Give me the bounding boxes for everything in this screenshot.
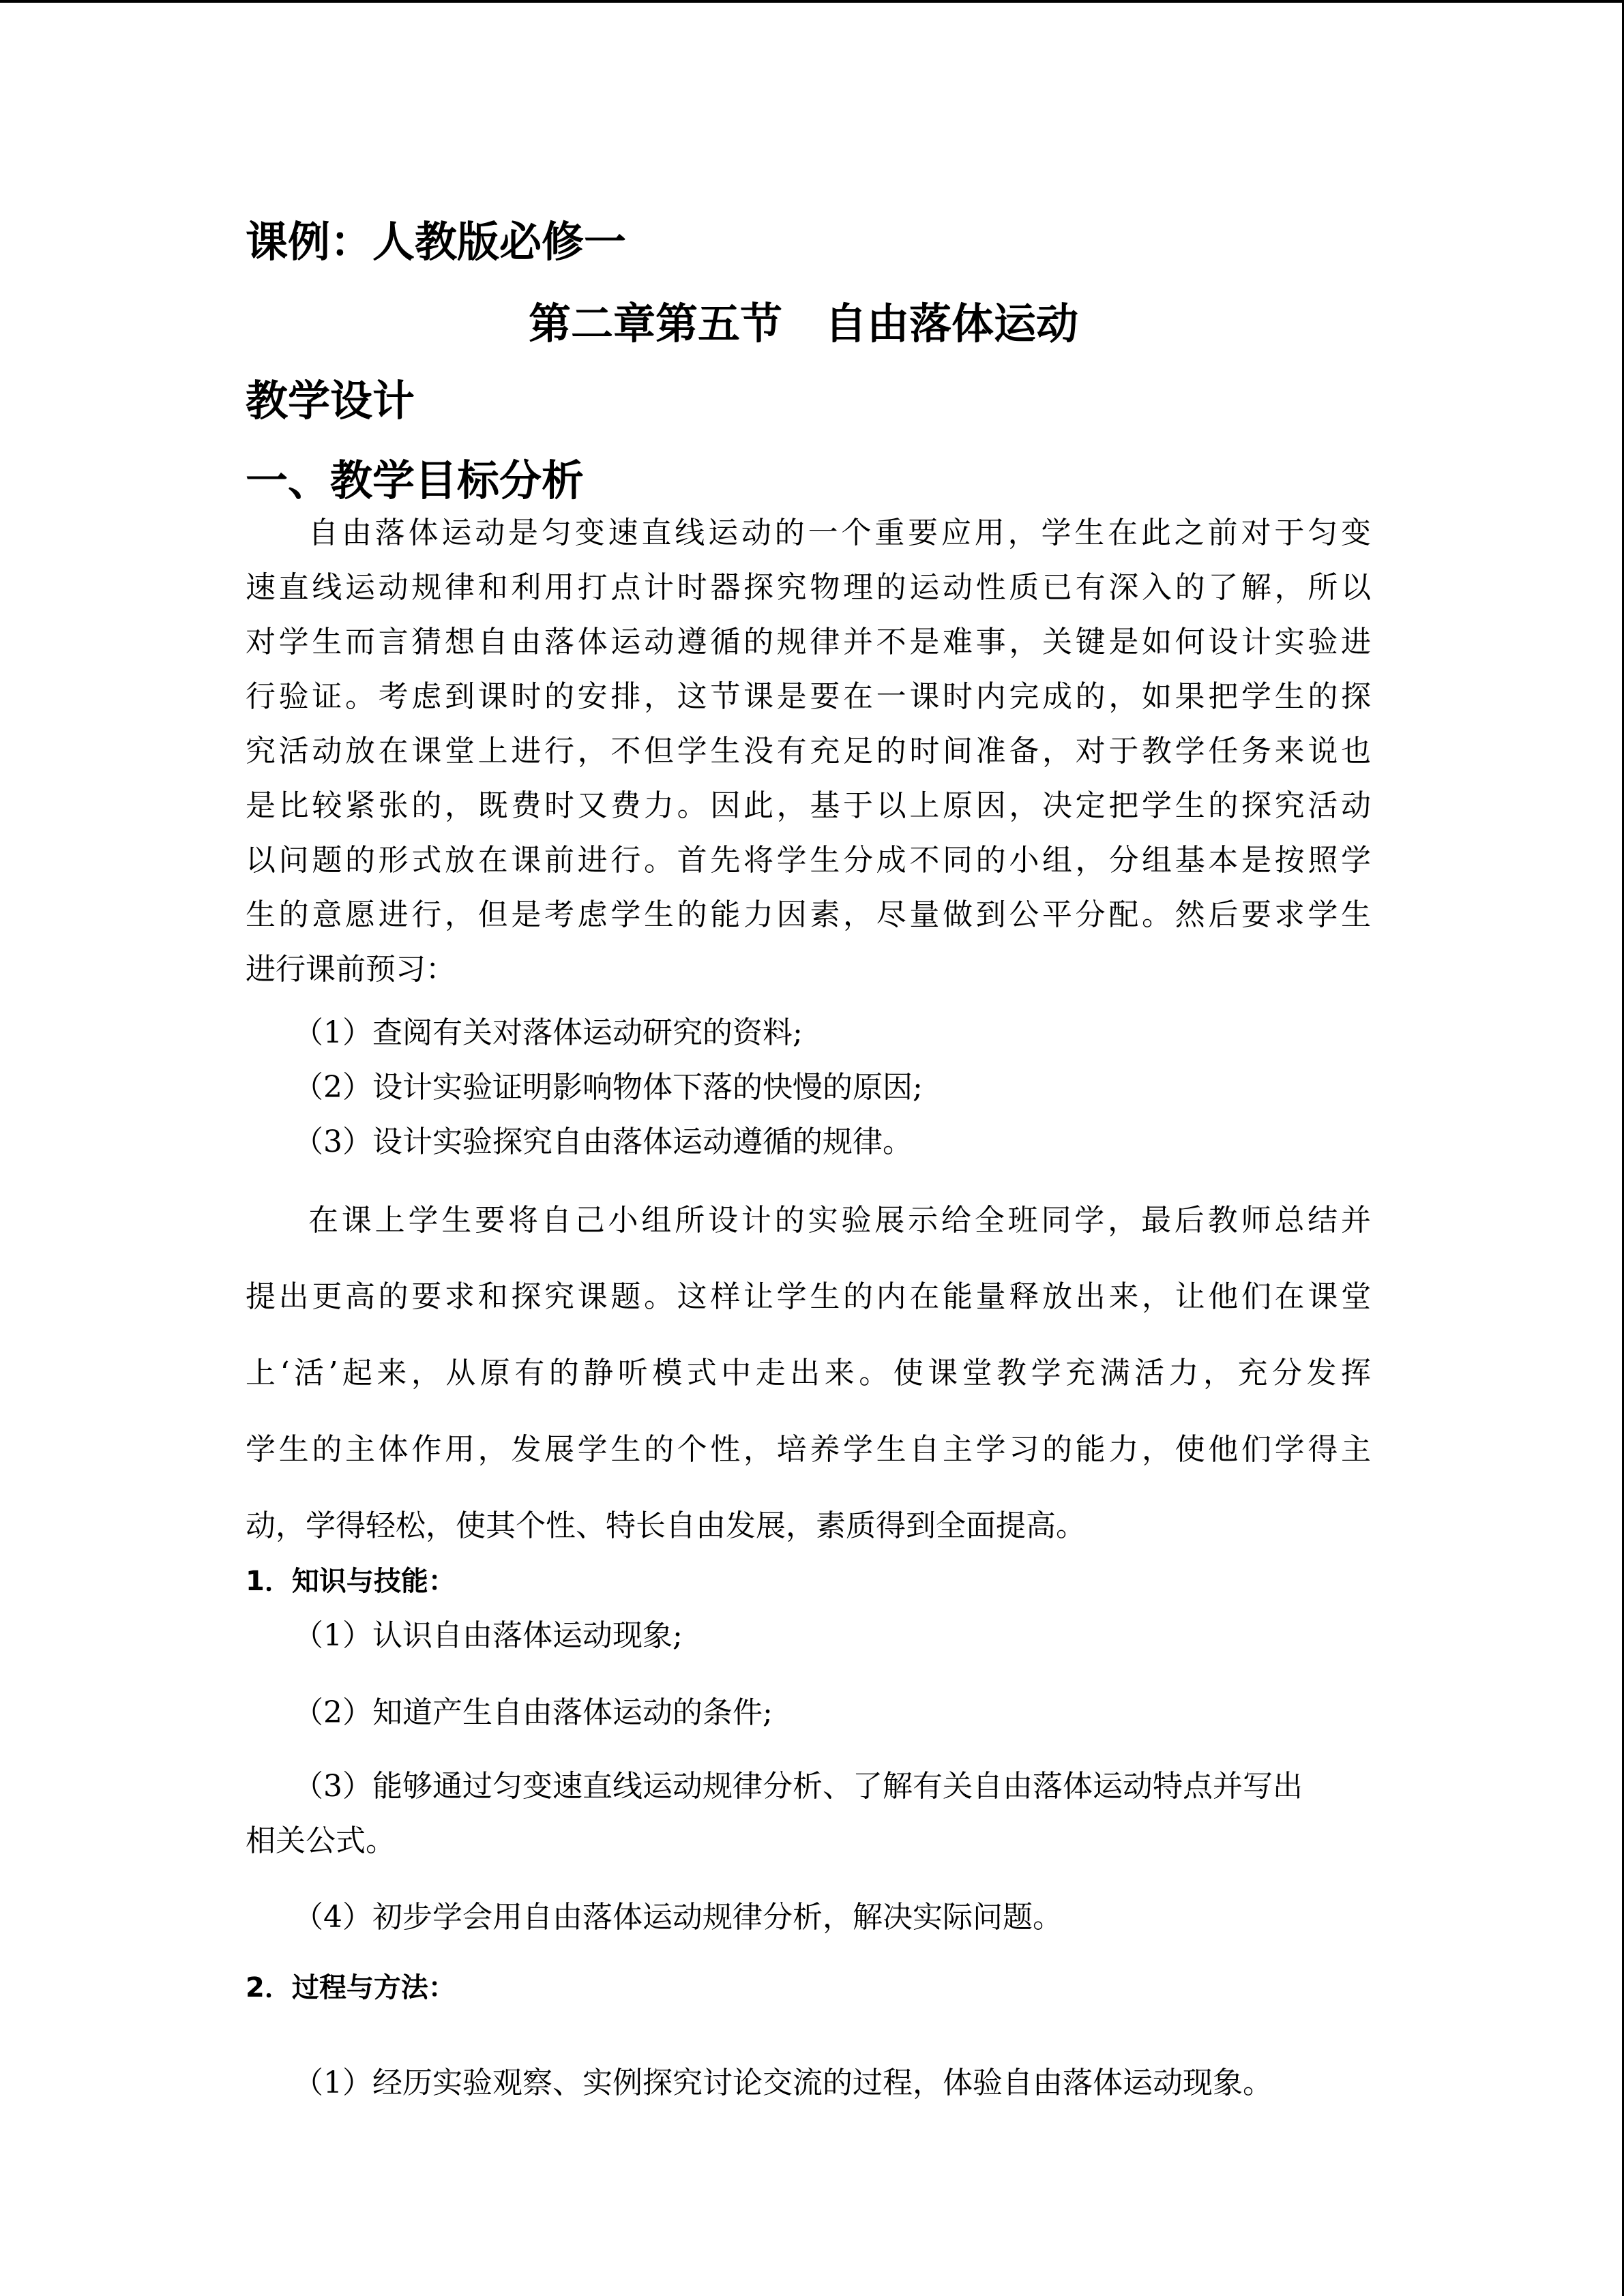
- process-label: 2．过程与方法：: [246, 1972, 456, 2003]
- class-line: 提出更高的要求和探究课题。这样让学生的内在能量释放出来，让他们在课堂: [246, 1279, 1371, 1314]
- top-border: [0, 0, 1624, 3]
- intro-line: 自由落体运动是匀变速直线运动的一个重要应用，学生在此之前对于匀变: [308, 516, 1371, 550]
- class-line: 在课上学生要将自己小组所设计的实验展示给全班同学，最后教师总结并: [308, 1203, 1371, 1238]
- intro-line: 进行课前预习：: [246, 952, 456, 987]
- intro-line: 速直线运动规律和利用打点计时器探究物理的运动性质已有深入的了解，所以: [246, 570, 1371, 605]
- intro-line: 行验证。考虑到课时的安排，这节课是要在一课时内完成的，如果把学生的探: [246, 679, 1371, 714]
- knowledge-item: （2）知道产生自由落体运动的条件;: [293, 1695, 773, 1730]
- intro-line: 究活动放在课堂上进行，不但学生没有充足的时间准备，对于教学任务来说也: [246, 734, 1371, 769]
- knowledge-item: （1）认识自由落体运动现象;: [293, 1618, 683, 1653]
- knowledge-item: （3）能够通过匀变速直线运动规律分析、了解有关自由落体运动特点并写出: [293, 1769, 1303, 1804]
- prep-item: （3）设计实验探究自由落体运动遵循的规律。: [293, 1124, 913, 1159]
- class-line: 上‘活’起来，从原有的静听模式中走出来。使课堂教学充满活力，充分发挥: [246, 1356, 1371, 1390]
- prep-item: （1）查阅有关对落体运动研究的资料;: [293, 1015, 803, 1050]
- intro-line: 以问题的形式放在课前进行。首先将学生分成不同的小组，分组基本是按照学: [246, 843, 1371, 878]
- course-line: 课例：人教版必修一: [246, 217, 627, 267]
- process-item: （1）经历实验观察、实例探究讨论交流的过程，体验自由落体运动现象。: [293, 2066, 1273, 2100]
- section-heading: 教学设计: [246, 376, 415, 426]
- knowledge-label: 1．知识与技能：: [246, 1566, 456, 1597]
- intro-line: 对学生而言猜想自由落体运动遵循的规律并不是难事，关键是如何设计实验进: [246, 625, 1371, 659]
- intro-line: 是比较紧张的，既费时又费力。因此，基于以上原因，决定把学生的探究活动: [246, 788, 1371, 823]
- class-line: 学生的主体作用，发展学生的个性，培养学生自主学习的能力，使他们学得主: [246, 1432, 1371, 1467]
- prep-item: （2）设计实验证明影响物体下落的快慢的原因;: [293, 1070, 923, 1105]
- knowledge-item: （4）初步学会用自由落体运动规律分析，解决实际问题。: [293, 1900, 1063, 1935]
- class-line: 动，学得轻松，使其个性、特长自由发展，素质得到全面提高。: [246, 1508, 1086, 1543]
- intro-line: 生的意愿进行，但是考虑学生的能力因素，尽量做到公平分配。然后要求学生: [246, 897, 1371, 932]
- chapter-title: 第二章第五节 自由落体运动: [529, 299, 1079, 348]
- subsection-heading: 一、教学目标分析: [246, 456, 585, 505]
- knowledge-item: 相关公式。: [246, 1823, 396, 1858]
